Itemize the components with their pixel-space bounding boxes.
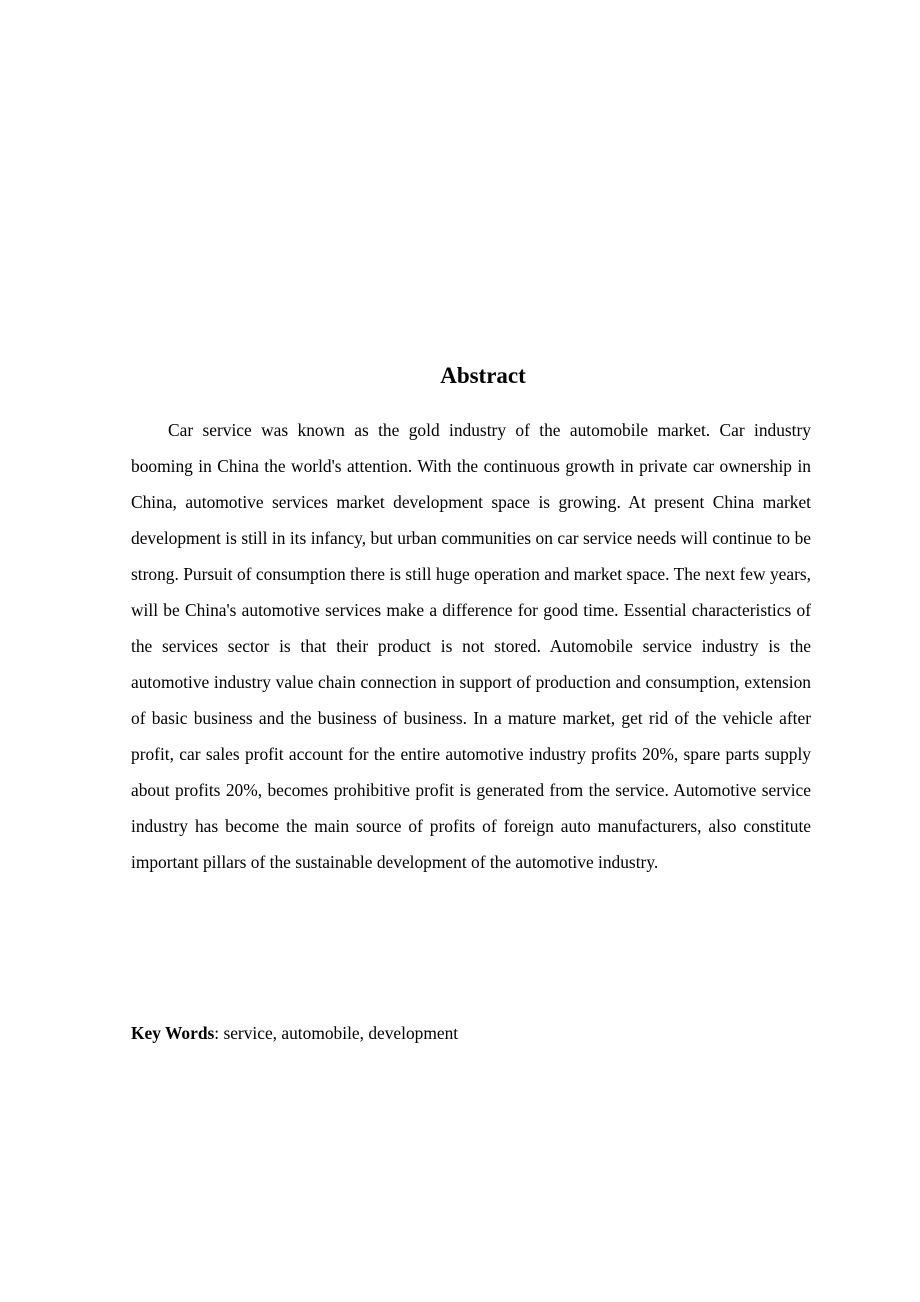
keywords-label: Key Words bbox=[131, 1023, 215, 1043]
abstract-title: Abstract bbox=[440, 363, 526, 388]
keywords-text: : service, automobile, development bbox=[214, 1023, 459, 1043]
keywords-line bbox=[131, 1015, 811, 1051]
abstract-body: Car service was known as the gold industry of the automobile market. Car industry booming in China the world's attention. With the continuous growth in private car ownership in China, automotive services market development space is growing. At present China market development is still in its infancy, but urban communities on car service needs will continue to be strong. Pursuit of consumption there is still huge operation and market space. The next few years, will be China's automotive services make a difference for good time. Essential characteristics of the services sector is that their product is not stored. Automobile service industry is the automotive industry value chain connection in support of production and consumption, extension of basic business and the business of business. In a mature market, get rid of the vehicle after profit, car sales profit account for the entire automotive industry profits 20%, spare parts supply about profits 20%, becomes prohibitive profit is generated from the service. Automotive service industry has become the main source of profits of foreign auto manufacturers, also constitute important pillars of the sustainable development of the automotive industry. bbox=[131, 420, 811, 872]
